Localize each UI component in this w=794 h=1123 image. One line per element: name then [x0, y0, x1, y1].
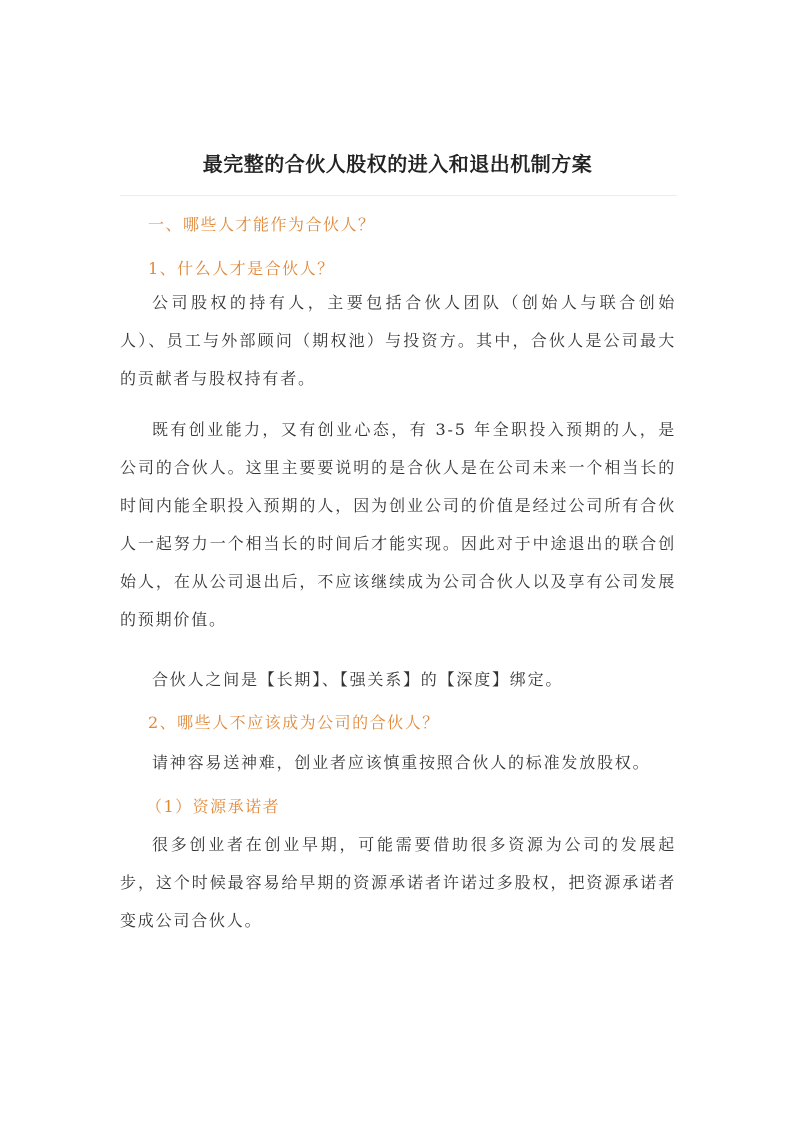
subsection-heading-1-1: 1、什么人才是合伙人？ — [148, 259, 335, 278]
document-title: 最完整的合伙人股权的进入和退出机制方案 — [202, 152, 593, 176]
paragraph: 请神容易送神难，创业者应该慎重按照合伙人的标准发放股权。 — [152, 753, 651, 772]
subsection-heading-1-2: 2、哪些人不应该成为公司的合伙人？ — [148, 713, 440, 732]
title-divider — [120, 195, 677, 196]
section-heading-1: 一、哪些人才能作为合伙人？ — [148, 215, 376, 234]
paragraph: 合伙人之间是【长期】、【强关系】的【深度】绑定。 — [152, 670, 564, 689]
paragraph: 公司股权的持有人，主要包括合伙人团队（创始人与联合创始人）、员工与外部顾问（期权池）与投资方。其中，合伙人是公司最大的贡献者与股权持有者。 — [120, 293, 676, 388]
paragraph: 既有创业能力，又有创业心态，有 3-5 年全职投入预期的人，是公司的合伙人。这里主要要说明的是合伙人是在公司未来一个相当长的时间内能全职投入预期的人，因为创业公司的价值是经过公司所有合伙人一起努力一个相当长的时间后才能实现。因此对于中途退出的联合创始人，在从公司退出后，不应该继续成为公司合伙人以及享有公司发展的预期价值。 — [120, 420, 676, 629]
paragraph: 很多创业者在创业早期，可能需要借助很多资源为公司的发展起步，这个时候最容易给早期的资源承诺者许诺过多股权，把资源承诺者变成公司合伙人。 — [120, 835, 676, 930]
item-heading-1: （1）资源承诺者 — [146, 797, 281, 816]
